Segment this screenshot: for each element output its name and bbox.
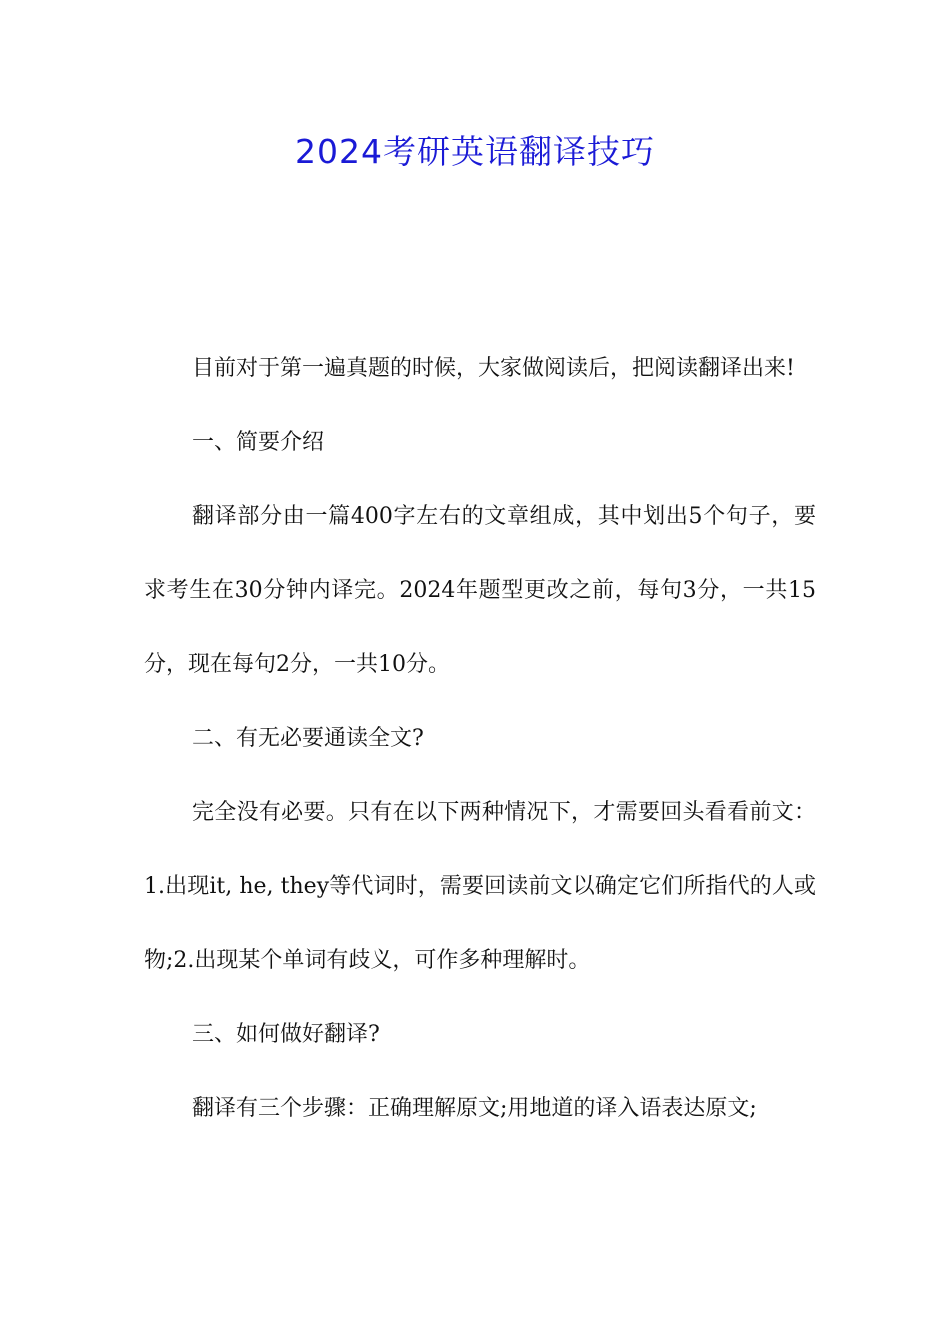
section-heading-1: 一、简要介绍 bbox=[192, 430, 325, 455]
paragraph-overview: 翻译部分由一篇400字左右的文章组成，其中划出5个句子，要求考生在30分钟内译完。2024年题型更改之前，每句3分，一共15分，现在每句2分，一共10分。 bbox=[144, 504, 816, 677]
section-heading-2: 二、有无必要通读全文? bbox=[192, 726, 424, 751]
paragraph-intro: 目前对于第一遍真题的时候，大家做阅读后，把阅读翻译出来! bbox=[192, 356, 795, 381]
paragraph-steps: 翻译有三个步骤：正确理解原文;用地道的译入语表达原文; bbox=[192, 1096, 757, 1121]
section-heading-3: 三、如何做好翻译? bbox=[192, 1022, 380, 1047]
paragraph-reading: 完全没有必要。只有在以下两种情况下，才需要回头看看前文：1.出现it, he, they等代词时，需要回读前文以确定它们所指代的人或物;2.出现某个单词有歧义，可作多种理解时。 bbox=[144, 800, 816, 973]
document-title: 2024考研英语翻译技巧 bbox=[295, 132, 655, 171]
document-body bbox=[144, 332, 816, 1146]
